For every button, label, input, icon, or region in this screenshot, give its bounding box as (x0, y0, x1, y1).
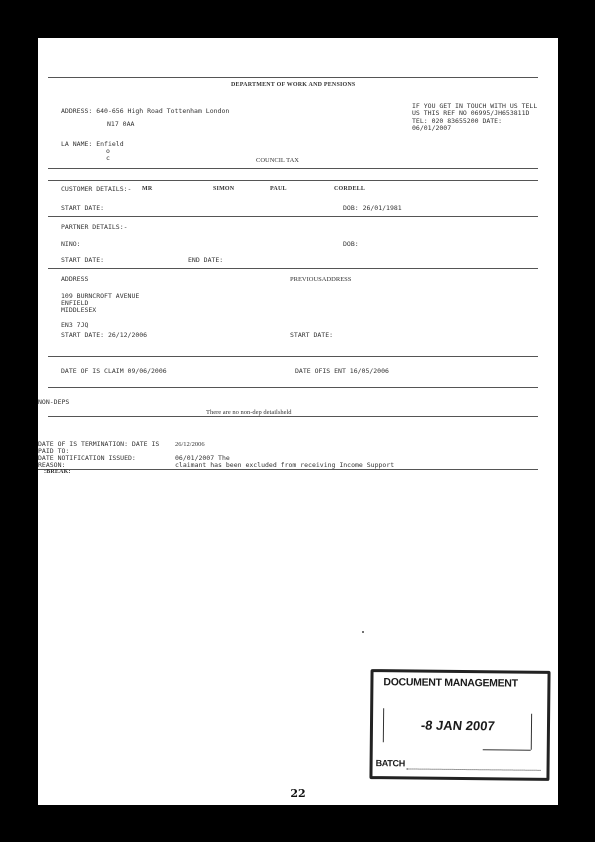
address-postcode: EN3 7JQ (61, 321, 89, 329)
partner-nino: NINO: (61, 240, 81, 248)
divider (48, 77, 538, 78)
customer-start-date: START DATE: (61, 204, 105, 212)
divider (48, 387, 538, 388)
address-label: ADDRESS (61, 275, 89, 283)
speck (362, 631, 364, 633)
notification-date: 06/01/2007 The (175, 454, 230, 462)
address-start-date: START DATE: 26/12/2006 (61, 331, 148, 339)
customer-details-label: CUSTOMER DETAILS:- (61, 185, 132, 193)
divider (48, 416, 538, 417)
previous-address-label: PREVIOUSADDRESS (290, 276, 352, 283)
non-deps-message: There are no non-dep detailsheld (206, 409, 292, 416)
contact-line-1: IF YOU GET IN TOUCH WITH US TELL (412, 102, 538, 110)
divider (38, 469, 538, 470)
contact-line-3: TEL: 020 83655200 DATE: (412, 117, 503, 125)
address-line-2: N17 0AA (107, 120, 135, 128)
paid-to: PAID TO: (38, 447, 70, 455)
customer-middle-name: PAUL (270, 186, 287, 192)
stamp-bracket-left (383, 708, 384, 742)
address-town: ENFIELD (61, 299, 89, 307)
divider (48, 216, 538, 217)
council-tax-label: COUNCIL TAX (256, 157, 299, 164)
partner-dob: DOB: (343, 240, 359, 248)
break-marker: :BREAK: (44, 469, 71, 475)
stamp-date: -8 JAN 2007 (420, 717, 496, 734)
divider (48, 356, 538, 357)
customer-dob: DOB: 26/01/1981 (343, 204, 402, 212)
reason-text: claimant has been excluded from receiving Income Support (175, 461, 395, 469)
termination-date: 26/12/2006 (175, 441, 205, 448)
document-management-stamp (369, 669, 550, 781)
stamp-title: DOCUMENT MANAGEMENT (383, 676, 518, 690)
divider (48, 180, 538, 181)
contact-line-4: 06/01/2007 (412, 124, 452, 132)
termination-line: DATE OF IS TERMINATION: DATE IS (38, 440, 160, 448)
document-page (38, 38, 558, 805)
department-heading: DEPARTMENT OF WORK AND PENSIONS (231, 82, 356, 88)
partner-end-date: END DATE: (188, 256, 224, 264)
stamp-bracket-right (531, 714, 532, 750)
non-deps-label: NON-DEPS (38, 398, 70, 406)
la-mark-2: c (106, 154, 110, 162)
partner-details-label: PARTNER DETAILS:- (61, 223, 128, 231)
is-ent-date: DATE OFIS ENT 16/05/2006 (295, 367, 389, 375)
address-street: 109 BURNCROFT AVENUE (61, 292, 140, 300)
la-mark-1: o (106, 147, 110, 155)
address-county: MIDDLESEX (61, 306, 97, 314)
partner-start-date: START DATE: (61, 256, 105, 264)
customer-surname: CORDELL (334, 186, 366, 192)
address-line-1: ADDRESS: 640-656 High Road Tottenham London (61, 107, 230, 115)
contact-line-2: US THIS REF NO 06995/JH653811D (412, 109, 530, 117)
is-claim-date: DATE OF IS CLAIM 09/06/2006 (61, 367, 167, 375)
stamp-bracket-bottom (483, 749, 531, 751)
la-name: LA NAME: Enfield (61, 140, 124, 148)
divider (48, 268, 538, 269)
divider (48, 168, 538, 169)
stamp-batch-line (407, 768, 541, 770)
reason-label: REASON: (38, 461, 66, 469)
page-number: 22 (290, 787, 306, 800)
stamp-batch-label: BATCH (375, 758, 405, 769)
customer-first-name: SIMON (213, 186, 235, 192)
customer-title: MR (142, 186, 153, 192)
notification-label: DATE NOTIFICATION ISSUED: (38, 454, 136, 462)
previous-address-start-date: START DATE: (290, 331, 334, 339)
